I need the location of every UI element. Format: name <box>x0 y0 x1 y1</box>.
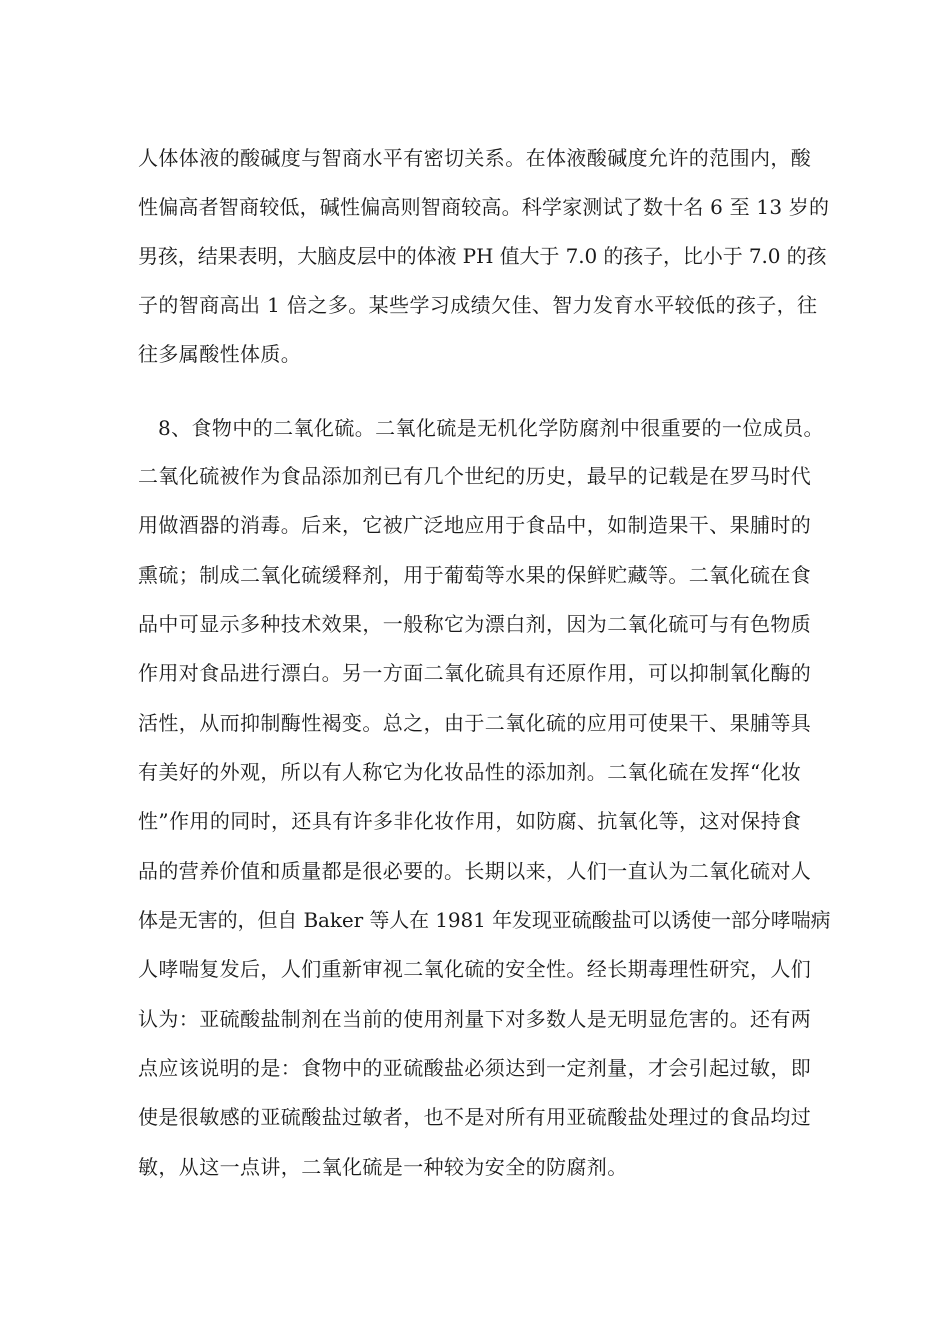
text-line: 敏，从这一点讲，二氧化硫是一种较为安全的防腐剂。 <box>138 1155 628 1179</box>
text-line: 点应该说明的是：食物中的亚硫酸盐必须达到一定剂量，才会引起过敏，即 <box>138 1056 812 1080</box>
text-line: 人哮喘复发后，人们重新审视二氧化硫的安全性。经长期毒理性研究，人们 <box>138 957 812 981</box>
text-line: 人体体液的酸碱度与智商水平有密切关系。在体液酸碱度允许的范围内，酸 <box>138 146 812 170</box>
text-line: 子的智商高出 1 倍之多。某些学习成绩欠佳、智力发育水平较低的孩子，往 <box>138 293 818 317</box>
text-line: 体是无害的，但自 Baker 等人在 1981 年发现亚硫酸盐可以诱使一部分哮喘病 <box>138 908 831 932</box>
text-line: 性”作用的同时，还具有许多非化妆作用，如防腐、抗氧化等，这对保持食 <box>138 809 802 833</box>
text-line: 使是很敏感的亚硫酸盐过敏者，也不是对所有用亚硫酸盐处理过的食品均过 <box>138 1105 812 1129</box>
text-line: 熏硫；制成二氧化硫缓释剂，用于葡萄等水果的保鲜贮藏等。二氧化硫在食 <box>138 563 812 587</box>
text-line: 男孩，结果表明，大脑皮层中的体液 PH 值大于 7.0 的孩子，比小于 7.0 的孩 <box>138 244 827 268</box>
text-line: 品的营养价值和质量都是很必要的。长期以来，人们一直认为二氧化硫对人 <box>138 859 812 883</box>
text-line: 品中可显示多种技术效果，一般称它为漂白剂，因为二氧化硫可与有色物质 <box>138 612 812 636</box>
text-line: 性偏高者智商较低，碱性偏高则智商较高。科学家测试了数十名 6 至 13 岁的 <box>138 195 830 219</box>
text-line: 认为：亚硫酸盐制剂在当前的使用剂量下对多数人是无明显危害的。还有两 <box>138 1007 812 1031</box>
text-line: 作用对食品进行漂白。另一方面二氧化硫具有还原作用，可以抑制氧化酶的 <box>138 661 812 685</box>
text-line: 8、食物中的二氧化硫。二氧化硫是无机化学防腐剂中很重要的一位成员。 <box>158 416 824 440</box>
text-line: 往多属酸性体质。 <box>138 342 302 366</box>
text-line: 有美好的外观，所以有人称它为化妆品性的添加剂。二氧化硫在发挥“化妆 <box>138 760 802 784</box>
text-line: 二氧化硫被作为食品添加剂已有几个世纪的历史，最早的记载是在罗马时代 <box>138 464 812 488</box>
text-line: 用做酒器的消毒。后来，它被广泛地应用于食品中，如制造果干、果脯时的 <box>138 513 812 537</box>
text-line: 活性，从而抑制酶性褐变。总之，由于二氧化硫的应用可使果干、果脯等具 <box>138 711 812 735</box>
